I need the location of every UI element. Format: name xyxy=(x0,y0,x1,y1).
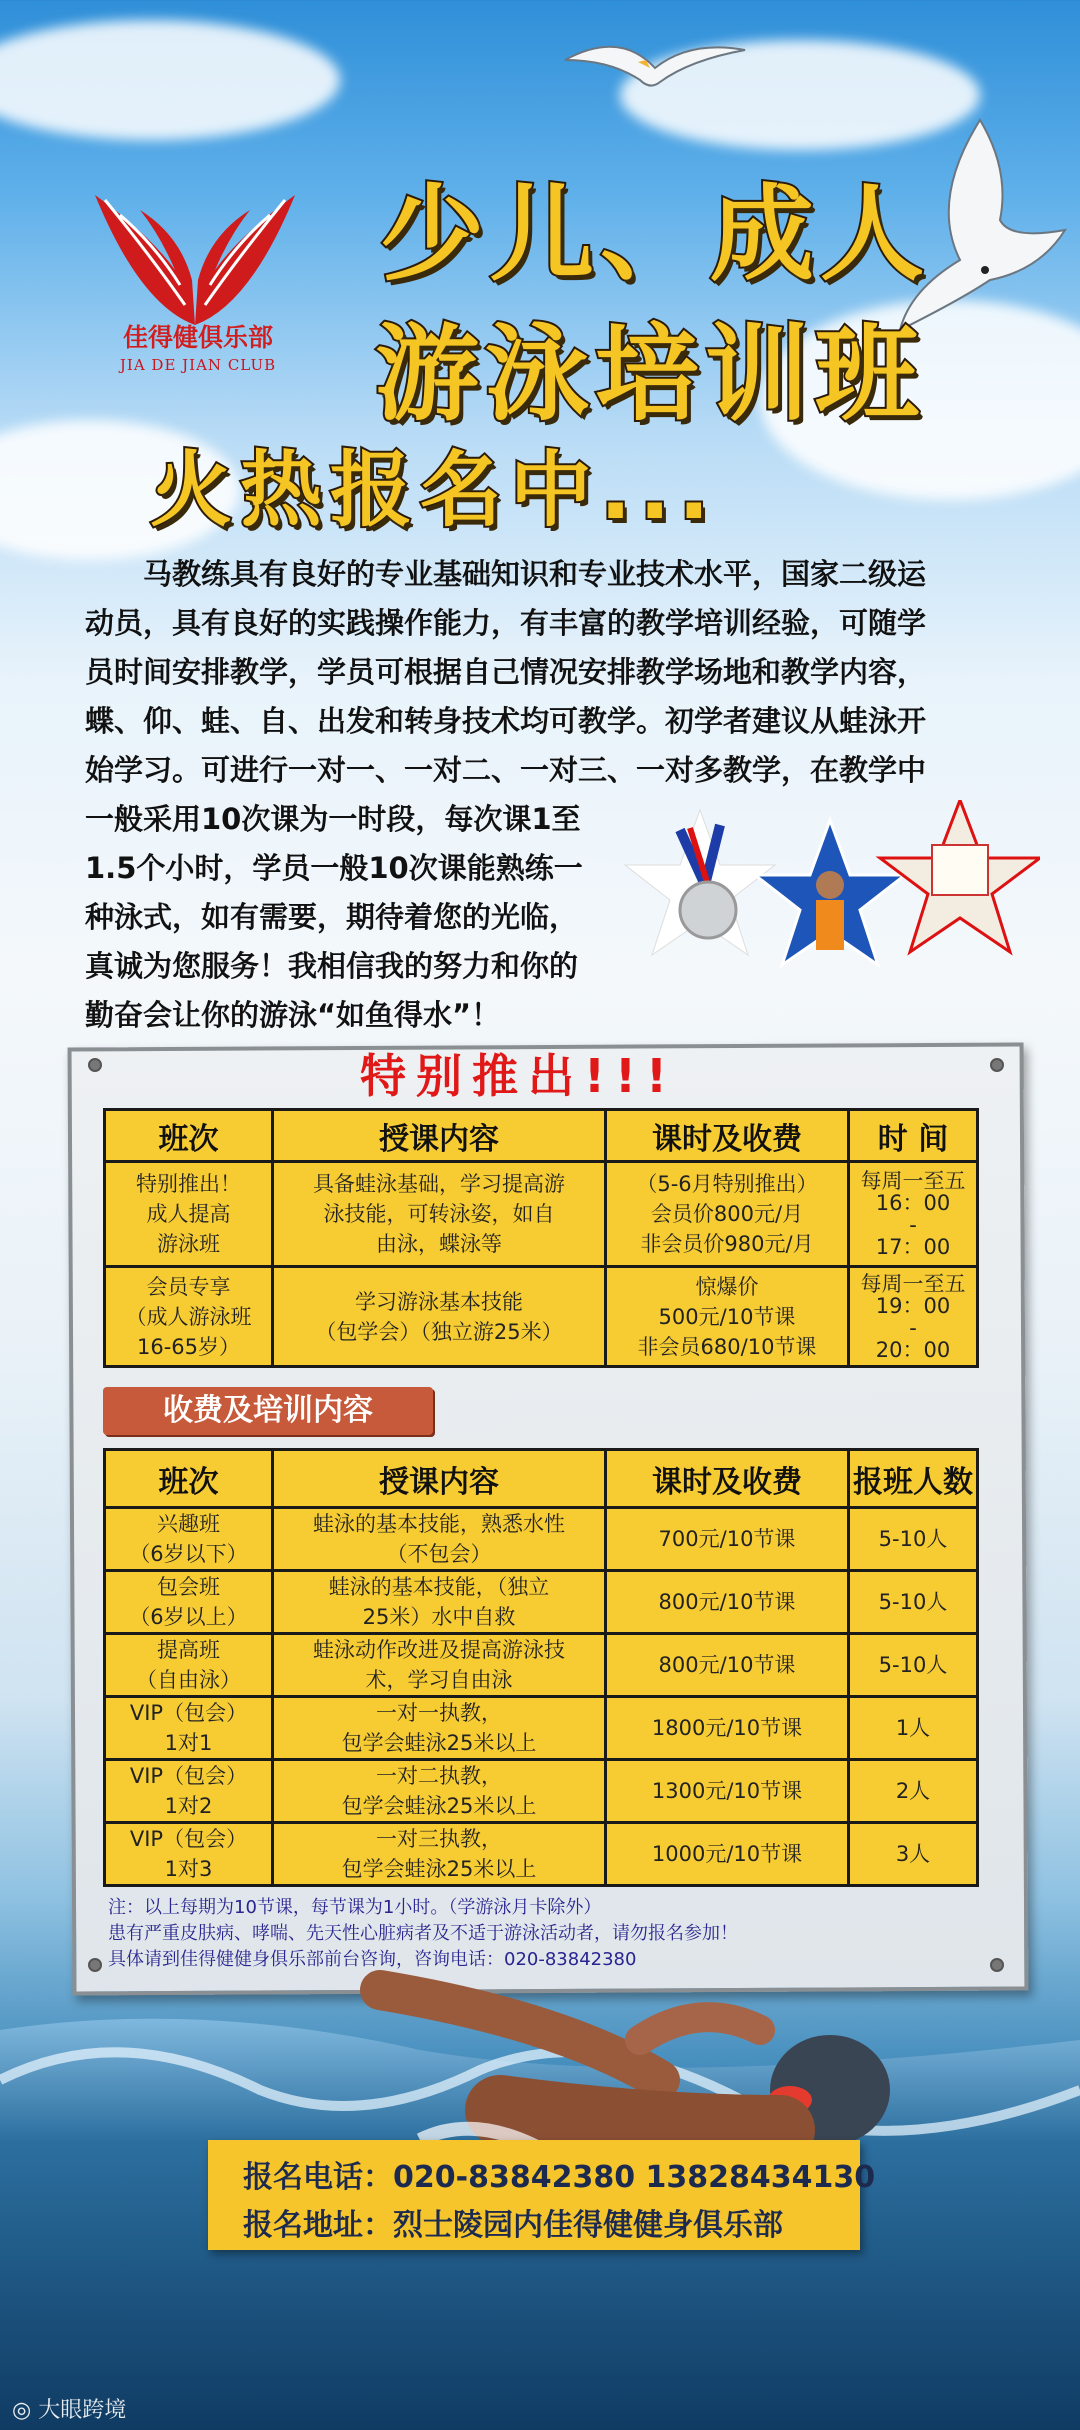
col-header: 授课内容 xyxy=(273,1450,606,1508)
class-cell: VIP（包会） 1对1 xyxy=(105,1697,273,1760)
class-cell: VIP（包会） 1对2 xyxy=(105,1760,273,1823)
intro-line: 马教练具有良好的专业基础知识和专业技术水平，国家二级运 xyxy=(143,557,927,591)
pin-icon xyxy=(990,1058,1004,1072)
enrollment-status: 火热报名中... xyxy=(150,443,718,538)
intro-line: 蝶、仰、蛙、自、出发和转身技术均可教学。初学者建议从蛙泳开 xyxy=(85,704,927,738)
col-header: 课时及收费 xyxy=(606,1450,849,1508)
fee-cell: 1800元/10节课 xyxy=(606,1697,849,1760)
class-cell: 兴趣班 （6岁以下） xyxy=(105,1508,273,1571)
watermark xyxy=(12,2393,126,2424)
content-cell: 蛙泳动作改进及提高游泳技 术，学习自由泳 xyxy=(273,1634,606,1697)
table-row xyxy=(105,1697,978,1760)
logo-name: 佳得健俱乐部 xyxy=(122,323,273,352)
count-cell: 5-10人 xyxy=(849,1571,978,1634)
fee-cell: 700元/10节课 xyxy=(606,1508,849,1571)
class-cell: 提高班 （自由泳） xyxy=(105,1634,273,1697)
col-header: 课时及收费 xyxy=(606,1110,849,1162)
table-row xyxy=(105,1760,978,1823)
note-line: 具体请到佳得健健身俱乐部前台咨询，咨询电话：020-83842380 xyxy=(108,1949,637,1970)
content-cell: 一对二执教， 包学会蛙泳25米以上 xyxy=(273,1760,606,1823)
fee-cell: 1300元/10节课 xyxy=(606,1760,849,1823)
logo-english-name: JIA DE JIAN CLUB xyxy=(119,356,277,374)
table-row xyxy=(105,1267,978,1367)
watermark-icon: ◎ xyxy=(12,2398,39,2423)
count-cell: 3人 xyxy=(849,1823,978,1886)
seagull-icon xyxy=(560,20,750,110)
intro-line: 1.5个小时，学员一般10次课能熟练一 xyxy=(85,851,583,885)
note-line: 患有严重皮肤病、哮喘、先天性心脏病者及不适于游泳活动者，请勿报名参加！ xyxy=(108,1923,738,1944)
col-header: 时 间 xyxy=(849,1110,978,1162)
table-row xyxy=(105,1823,978,1886)
class-cell: VIP（包会） 1对3 xyxy=(105,1823,273,1886)
col-header: 班次 xyxy=(105,1110,273,1162)
title-line-2: 游泳培训班 xyxy=(375,313,926,435)
section-tag: 收费及培训内容 xyxy=(103,1387,433,1435)
fee-cell: 800元/10节课 xyxy=(606,1571,849,1634)
fee-cell: （5-6月特别推出） 会员价800元/月 非会员价980元/月 xyxy=(606,1162,849,1267)
col-header: 授课内容 xyxy=(273,1110,606,1162)
medal-icon xyxy=(625,810,775,955)
count-cell: 5-10人 xyxy=(849,1634,978,1697)
class-cell: 会员专享 （成人游泳班 16-65岁） xyxy=(105,1267,273,1367)
time-cell: 每周一至五 19：00 - 20：00 xyxy=(849,1267,978,1367)
intro-line: 始学习。可进行一对一、一对二、一对三、一对多教学，在教学中 xyxy=(85,753,927,787)
class-cell: 特别推出！ 成人提高 游泳班 xyxy=(105,1162,273,1267)
col-header: 班次 xyxy=(105,1450,273,1508)
special-offer-title: 特别推出!!! xyxy=(360,1049,677,1103)
training-fee-table xyxy=(103,1448,979,1887)
fee-cell: 800元/10节课 xyxy=(606,1634,849,1697)
intro-line: 种泳式，如有需要，期待着您的光临， xyxy=(85,900,579,934)
special-offer-table xyxy=(103,1108,979,1368)
coach-photo-icon xyxy=(755,820,905,965)
content-cell: 蛙泳的基本技能，熟悉水性 （不包会） xyxy=(273,1508,606,1571)
note-line: 注：以上每期为10节课，每节课为1小时。（学游泳月卡除外） xyxy=(108,1897,602,1918)
table-row xyxy=(105,1162,978,1267)
pin-icon xyxy=(88,1058,102,1072)
content-cell: 一对三执教， 包学会蛙泳25米以上 xyxy=(273,1823,606,1886)
intro-line: 员时间安排教学，学员可根据自己情况安排教学场地和教学内容， xyxy=(85,655,927,689)
count-cell: 1人 xyxy=(849,1697,978,1760)
contact-box xyxy=(208,2140,876,2250)
contact-address: 报名地址：烈士陵园内佳得健健身俱乐部 xyxy=(243,2208,783,2243)
content-cell: 具备蛙泳基础，学习提高游 泳技能，可转泳姿，如自 由泳，蝶泳等 xyxy=(273,1162,606,1267)
fee-cell: 1000元/10节课 xyxy=(606,1823,849,1886)
cloud xyxy=(0,20,340,140)
content-cell: 学习游泳基本技能 （包学会）（独立游25米） xyxy=(273,1267,606,1367)
intro-line: 真诚为您服务！我相信我的努力和你的 xyxy=(85,949,579,983)
award-photos xyxy=(620,800,1040,1000)
table-row xyxy=(105,1571,978,1634)
count-cell: 2人 xyxy=(849,1760,978,1823)
title-line-1: 少儿、成人 xyxy=(380,173,931,295)
table-row xyxy=(105,1508,978,1571)
intro-line: 动员，具有良好的实践操作能力，有丰富的教学培训经验，可随学 xyxy=(85,606,927,640)
content-cell: 蛙泳的基本技能，（独立 25米）水中自救 xyxy=(273,1571,606,1634)
intro-line: 一般采用10次课为一时段，每次课1至 xyxy=(85,802,581,836)
contact-phone: 报名电话：020-83842380 13828434130 xyxy=(243,2160,876,2195)
class-cell: 包会班 （6岁以上） xyxy=(105,1571,273,1634)
watermark-text: 大眼跨境 xyxy=(38,2398,127,2423)
col-header: 报班人数 xyxy=(849,1450,978,1508)
count-cell: 5-10人 xyxy=(849,1508,978,1571)
time-cell: 每周一至五 16：00 - 17：00 xyxy=(849,1162,978,1267)
intro-line: 勤奋会让你的游泳“如鱼得水”！ xyxy=(85,998,501,1032)
fee-cell: 惊爆价 500元/10节课 非会员680/10节课 xyxy=(606,1267,849,1367)
certificate-icon xyxy=(880,800,1040,952)
content-cell: 一对一执教， 包学会蛙泳25米以上 xyxy=(273,1697,606,1760)
table-row xyxy=(105,1634,978,1697)
